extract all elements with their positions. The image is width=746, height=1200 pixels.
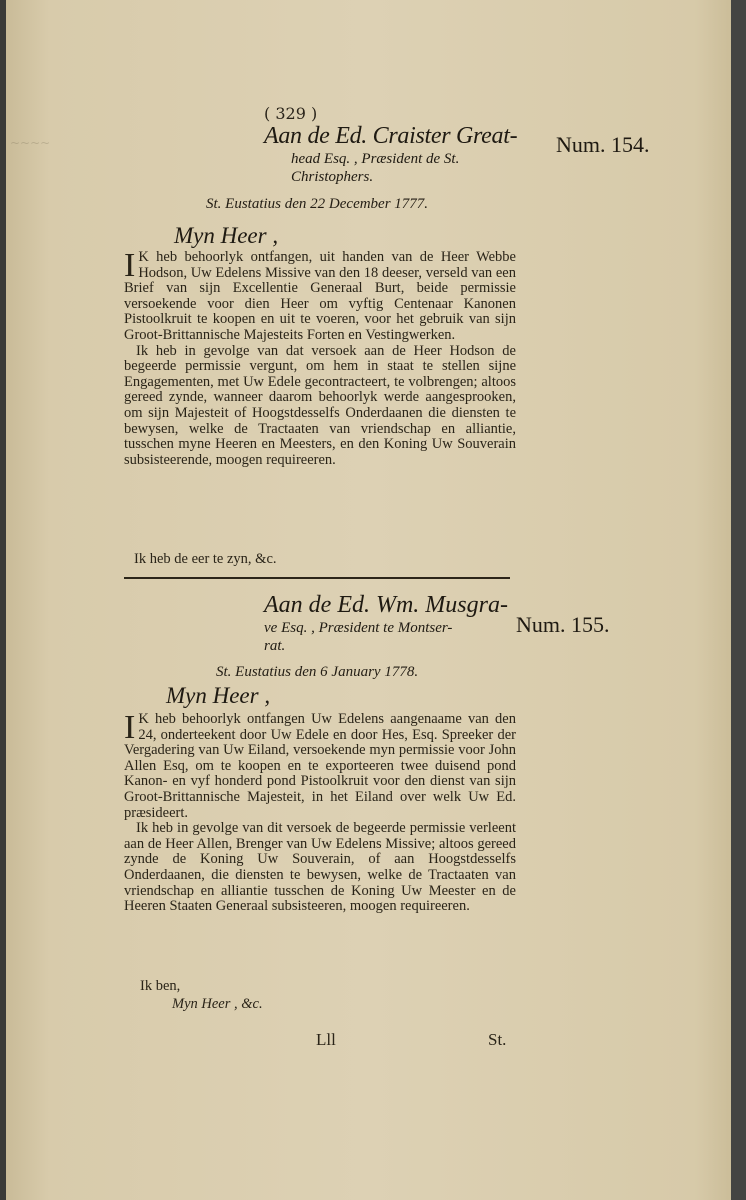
letter1-addressee-line1: Aan de Ed. Craister Great- bbox=[264, 123, 518, 149]
letter1-paragraph1 bbox=[124, 247, 516, 344]
letter2-paragraph2: Ik heb in gevolge van dit versoek de begeerde permissie verleent aan de Heer Allen, Brenger van Uw Edelens Missive; altoos gereed zynde de Koning Uw Souverain, of aan Hoogstdesselfs Onderdaanen, die diensten te bewysen, welke de Tractaaten van vriendschap en alliantie tusschen de Koning Uw Meester en de Heeren Staaten Generaal subsisteeren, moogen requireeren. bbox=[124, 820, 516, 915]
letter2-closing-line2: Myn Heer , &c. bbox=[172, 996, 263, 1012]
letter1-paragraph1-text: K heb behoorlyk ontfangen, uit handen van de Heer Webbe Hodson, Uw Edelens Missive van den 18 deeser, verseld van een Brief van sijn Excellentie Generaal Burt, beide permissie versoekende voor dien Heer om vyftig Centenaar Kanonen Pistoolkruit te koopen en uit te voeren, voor het gebruik van sijn Groot-Brittannische Majesteits Forten en Vestingwerken. bbox=[124, 249, 516, 343]
letter1-number: Num. 154. bbox=[556, 132, 650, 157]
scan-edge bbox=[731, 0, 746, 1200]
letter2-addressee-line3: rat. bbox=[264, 638, 286, 654]
letter2-paragraph1 bbox=[124, 709, 516, 821]
letter2-salutation: Myn Heer , bbox=[166, 683, 271, 708]
catchword: St. bbox=[488, 1030, 507, 1049]
signature-mark: Lll bbox=[316, 1030, 336, 1049]
letter2-dateline: St. Eustatius den 6 January 1778. bbox=[216, 664, 419, 680]
letter1-dateline: St. Eustatius den 22 December 1777. bbox=[206, 196, 429, 212]
letter2-closing-line1: Ik ben, bbox=[140, 978, 181, 994]
letter2-paragraph1-text: K heb behoorlyk ontfangen Uw Edelens aangenaame van den 24, onderteekent door Uw Edele en door Hes, Esq. Spreeker der Vergadering van Uw Eiland, versoekende myn permissie voor John Allen Esq, om te koopen en te exporteeren twee duisend pond Kanon- en vyf honderd pond Pistoolkruit voor den dienst van sijn Groot-Brittannische Majesteit, in het Eiland over welk Uw Ed. præsideert. bbox=[124, 711, 516, 821]
letter1-closing: Ik heb de eer te zyn, &c. bbox=[134, 551, 277, 567]
letter1-dropcap: I bbox=[124, 247, 136, 284]
letter1-addressee-line3: Christophers. bbox=[291, 169, 374, 185]
section-divider bbox=[124, 577, 510, 579]
letter1-addressee-line2: head Esq. , Præsident de St. bbox=[291, 151, 460, 167]
letter1-body bbox=[124, 247, 516, 468]
letter2-addressee-line1: Aan de Ed. Wm. Musgra- bbox=[264, 592, 508, 618]
bleed-through-text: ~~~~ bbox=[10, 136, 51, 150]
document-page bbox=[6, 0, 731, 1200]
letter2-addressee-line2: ve Esq. , Præsident te Montser- bbox=[264, 620, 453, 636]
letter2-dropcap: I bbox=[124, 709, 136, 746]
letter1-paragraph2: Ik heb in gevolge van dat versoek aan de Heer Hodson de begeerde permissie vergunt, om hem in staat te stellen sijne Engagementen, met Uw Edele gecontracteert, te volbrengen; altoos gereed zynde, wanneer daarom behoorlyk werde aangesprooken, om sijn Majesteit of Hoogstdesselfs Onderdaanen die diensten te bewysen, welke de Tractaaten van vriendschap en alliantie, tusschen myne Heeren en Meesters, en den Koning Uw Souverain subsisteerende, moogen requireeren. bbox=[124, 342, 516, 468]
letter2-body bbox=[124, 709, 516, 915]
letter1-salutation: Myn Heer , bbox=[174, 223, 279, 248]
letter2-number: Num. 155. bbox=[516, 612, 610, 637]
page-number: ( 329 ) bbox=[264, 104, 318, 123]
